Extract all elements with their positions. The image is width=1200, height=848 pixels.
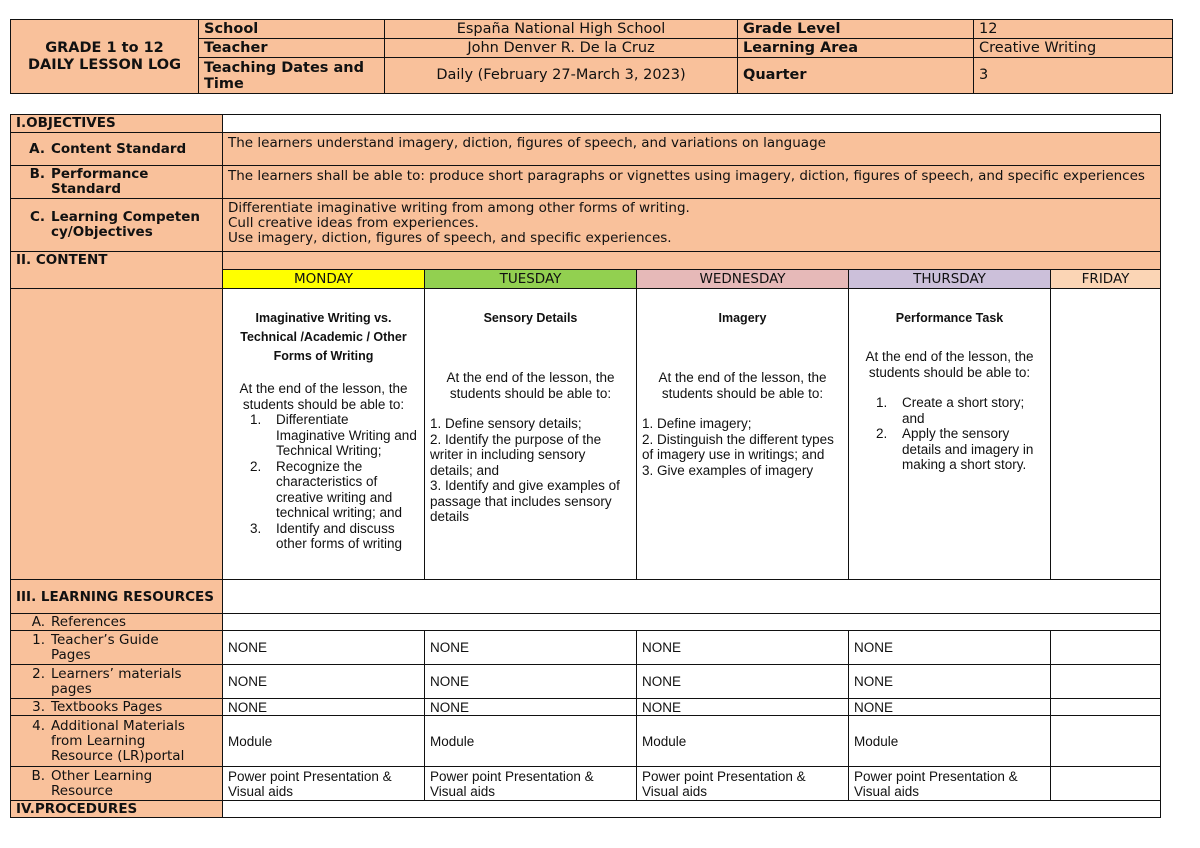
teacher-value: John Denver R. De la Cruz [385, 39, 738, 58]
log-title [11, 20, 199, 94]
additional-materials-num: 4. [32, 717, 45, 734]
list-item: 2. Distinguish the different types of imagery use in writings; and [642, 431, 834, 462]
list-item: 2. Identify the purpose of the writer in including sensory details; and [430, 431, 602, 478]
learning-competency-num: C. [29, 209, 45, 225]
references-blank [223, 614, 1161, 631]
learners-materials-monday: NONE [223, 665, 425, 699]
content-section-label: II. CONTENT [11, 252, 223, 289]
learners-materials-thursday: NONE [849, 665, 1051, 699]
learners-materials-tuesday: NONE [425, 665, 637, 699]
list-item: 2. Apply the sensory details and imagery in making a short story. [876, 426, 1034, 472]
other-resource-num: B. [31, 767, 45, 784]
additional-materials-wednesday: Module [637, 716, 849, 767]
resources-section-label: III. LEARNING RESOURCES [11, 580, 223, 614]
list-item: 3. Identify and give examples of passage that includes sensory details [430, 478, 620, 524]
additional-materials-monday: Module [223, 716, 425, 767]
learning-area-label: Learning Area [738, 39, 974, 58]
teachers-guide-friday [1051, 631, 1161, 665]
textbooks-num: 3. [32, 698, 45, 715]
textbooks-friday [1051, 699, 1161, 716]
learners-materials-text: Learners’ materials pages [51, 665, 182, 697]
friday-lesson [1051, 289, 1161, 580]
textbooks-monday: NONE [223, 699, 425, 716]
tuesday-objective-list [430, 416, 631, 525]
log-title-line2: DAILY LESSON LOG [27, 56, 182, 73]
list-item: 2. Recognize the characteristics of creative writing and technical writing; and [250, 458, 403, 520]
additional-materials-tuesday: Module [425, 716, 637, 767]
list-item: 1. Define sensory details; [430, 416, 582, 431]
content-standard-value: The learners understand imagery, diction, figures of speech, and variations on language [223, 133, 1161, 166]
additional-materials-friday [1051, 716, 1161, 767]
wednesday-lesson-intro: At the end of the lesson, the students should be able to: [658, 370, 827, 401]
other-resource-thursday: Power point Presentation & Visual aids [849, 767, 1051, 801]
day-header-wednesday: WEDNESDAY [637, 270, 849, 289]
additional-materials-label [11, 716, 223, 767]
grade-level-value: 12 [974, 20, 1173, 39]
teachers-guide-thursday: NONE [849, 631, 1051, 665]
competency-line: Use imagery, diction, figures of speech, and specific experiences. [228, 230, 672, 246]
procedures-section-label: IV.PROCEDURES [11, 801, 223, 818]
references-label [11, 614, 223, 631]
list-item: 1. Differentiate Imaginative Writing and Technical Writing; [250, 412, 417, 458]
list-item: 3. Give examples of imagery [642, 462, 814, 478]
resources-section-blank [223, 580, 1161, 614]
textbooks-thursday: NONE [849, 699, 1051, 716]
header-table [10, 19, 1173, 94]
learning-competency-value [223, 199, 1161, 252]
tuesday-lesson-intro: At the end of the lesson, the students should be able to: [446, 370, 615, 401]
textbooks-tuesday: NONE [425, 699, 637, 716]
grade-level-label: Grade Level [738, 20, 974, 39]
monday-lesson-title: Imaginative Writing vs. Technical /Academic / Other Forms of Writing [240, 311, 407, 363]
quarter-value: 3 [974, 58, 1173, 94]
wednesday-lesson [637, 289, 849, 580]
school-label: School [199, 20, 385, 39]
content-section-blank [223, 252, 1161, 270]
school-value: España National High School [385, 20, 738, 39]
monday-objective-list [228, 412, 419, 552]
content-standard-label [11, 133, 223, 166]
wednesday-lesson-title: Imagery [718, 311, 767, 325]
content-label-blank [11, 289, 223, 580]
teachers-guide-num: 1. [32, 631, 45, 648]
objectives-section-label: I.OBJECTIVES [11, 115, 223, 133]
teaching-dates-value: Daily (February 27-March 3, 2023) [385, 58, 738, 94]
learners-materials-wednesday: NONE [637, 665, 849, 699]
learning-area-value: Creative Writing [974, 39, 1173, 58]
thursday-objective-list [854, 395, 1045, 473]
list-item: 1. Create a short story; and [876, 395, 1025, 426]
performance-standard-value: The learners shall be able to: produce short paragraphs or vignettes using imagery, diction, figures of speech, and specific experiences [223, 166, 1161, 199]
monday-lesson-intro: At the end of the lesson, the students should be able to: [239, 381, 408, 412]
thursday-lesson-title: Performance Task [895, 311, 1004, 325]
teachers-guide-wednesday: NONE [637, 631, 849, 665]
additional-materials-text: Additional Materials from Learning Resource (LR)portal [51, 717, 185, 764]
performance-standard-text: Performance Standard [51, 166, 149, 197]
teachers-guide-text: Teacher’s Guide Pages [51, 631, 159, 663]
content-standard-num: A. [29, 140, 45, 157]
other-resource-tuesday: Power point Presentation & Visual aids [425, 767, 637, 801]
performance-standard-label [11, 166, 223, 199]
day-header-monday: MONDAY [223, 270, 425, 289]
thursday-lesson-intro: At the end of the lesson, the students should be able to: [865, 349, 1034, 380]
textbooks-label [11, 699, 223, 716]
quarter-label: Quarter [738, 58, 974, 94]
references-num: A. [31, 613, 45, 630]
textbooks-wednesday: NONE [637, 699, 849, 716]
monday-lesson [223, 289, 425, 580]
wednesday-objective-list [642, 416, 843, 478]
other-resource-text: Other Learning Resource [51, 767, 153, 799]
other-resource-monday: Power point Presentation & Visual aids [223, 767, 425, 801]
content-standard-text: Content Standard [51, 140, 187, 157]
tuesday-lesson-title: Sensory Details [483, 311, 578, 325]
teachers-guide-monday: NONE [223, 631, 425, 665]
competency-line: Cull creative ideas from experiences. [228, 215, 479, 231]
textbooks-text: Textbooks Pages [51, 698, 163, 715]
other-resource-label [11, 767, 223, 801]
additional-materials-thursday: Module [849, 716, 1051, 767]
other-resource-friday [1051, 767, 1161, 801]
learning-competency-text: Learning Competency/Objectives [51, 209, 201, 240]
thursday-lesson [849, 289, 1051, 580]
tuesday-lesson [425, 289, 637, 580]
day-header-friday: FRIDAY [1051, 270, 1161, 289]
teaching-dates-label: Teaching Dates and Time [199, 58, 385, 94]
list-item: 3. Identify and discuss other forms of writing [250, 520, 403, 551]
learning-competency-label [11, 199, 223, 252]
list-item: 1. Define imagery; [642, 416, 752, 431]
learners-materials-num: 2. [32, 665, 45, 682]
teacher-label: Teacher [199, 39, 385, 58]
day-header-tuesday: TUESDAY [425, 270, 637, 289]
learners-materials-friday [1051, 665, 1161, 699]
teachers-guide-label [11, 631, 223, 665]
other-resource-wednesday: Power point Presentation & Visual aids [637, 767, 849, 801]
teachers-guide-tuesday: NONE [425, 631, 637, 665]
objectives-section-blank [223, 115, 1161, 133]
log-title-line1: GRADE 1 to 12 [45, 39, 164, 56]
references-text: References [51, 613, 127, 630]
procedures-section-blank [223, 801, 1161, 818]
competency-line: Differentiate imaginative writing from among other forms of writing. [228, 200, 690, 216]
day-header-thursday: THURSDAY [849, 270, 1051, 289]
learners-materials-label [11, 665, 223, 699]
lesson-log-table [10, 114, 1161, 818]
performance-standard-num: B. [29, 166, 45, 182]
